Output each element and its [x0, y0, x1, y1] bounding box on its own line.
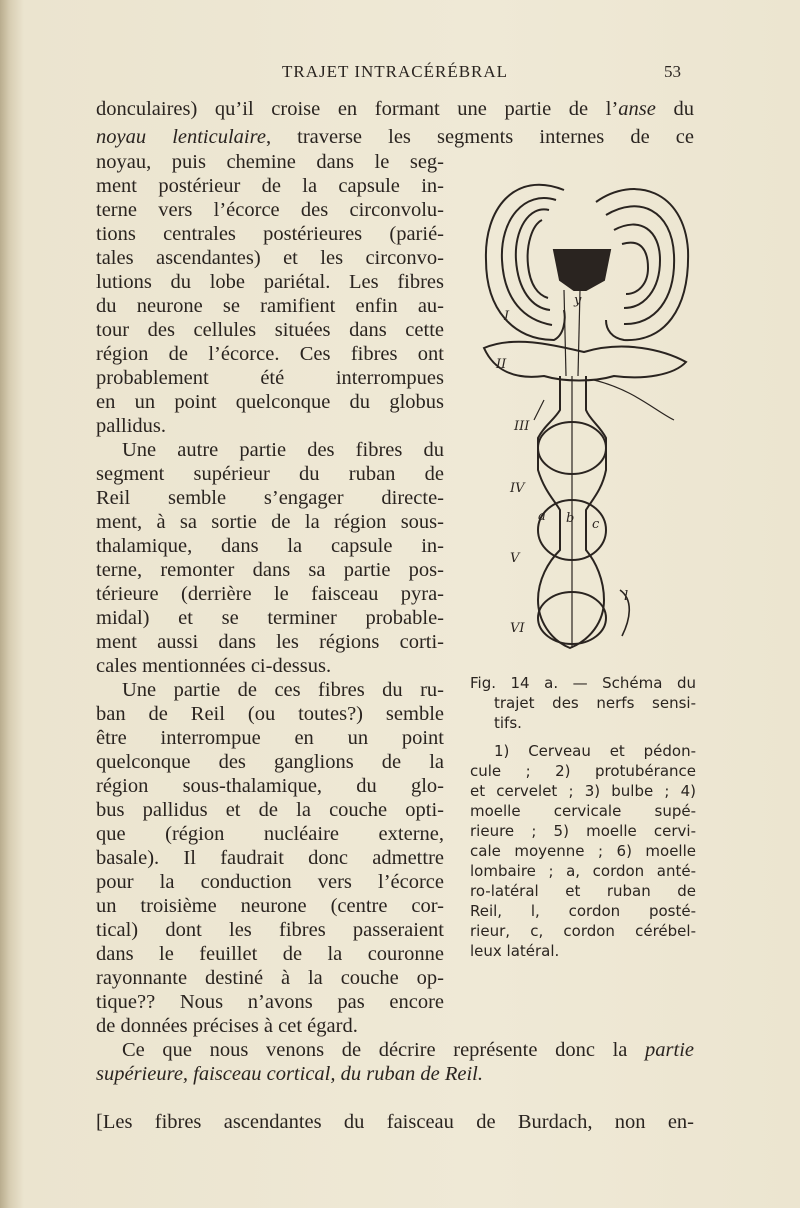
running-title: TRAJET INTRACÉRÉBRAL — [282, 62, 509, 81]
body-line: dans le feuillet de la couronne — [96, 943, 444, 965]
body-line: ment postérieur de la capsule in- — [96, 175, 444, 197]
body-line: Reil semble s’engager directe- — [96, 487, 444, 509]
figure-caption-line: lombaire ; a, cordon anté- — [470, 862, 696, 880]
body-line: pour la conduction vers l’écorce — [96, 871, 444, 893]
body-line: terne, remonter dans sa partie pos- — [96, 559, 444, 581]
body-line: région de l’écorce. Ces fibres ont — [96, 343, 444, 365]
figure-caption-line: trajet des nerfs sensi- — [494, 694, 696, 712]
figure-caption-line: Reil, l, cordon posté- — [470, 902, 696, 920]
label-c: c — [592, 517, 600, 532]
body-line: terne vers l’écorce des circonvolu- — [96, 199, 444, 221]
body-line: ment, à sa sortie de la région sous- — [96, 511, 444, 533]
body-line: quelconque des ganglions de la — [96, 751, 444, 773]
body-line: tions centrales postérieures (parié- — [96, 223, 444, 245]
body-line: noyau lenticulaire, traverse les segments internes de ce — [96, 126, 694, 148]
label-y: y — [574, 293, 582, 308]
figure-caption-line: leux latéral. — [470, 942, 560, 960]
label-l: l — [624, 589, 629, 604]
body-line: lutions du lobe pariétal. Les fibres — [96, 271, 444, 293]
body-line: midal) et se terminer probable- — [96, 607, 444, 629]
body-line: un troisième neurone (centre cor- — [96, 895, 444, 917]
body-line: région sous-thalamique, du glo- — [96, 775, 444, 797]
label-roman-5: V — [510, 551, 520, 566]
body-line: être interrompue en un point — [96, 727, 444, 749]
body-line: Une partie de ces fibres du ru- — [122, 679, 444, 701]
body-line: pallidus. — [96, 415, 167, 437]
body-line: [Les fibres ascendantes du faisceau de Burdach, non en- — [96, 1111, 694, 1133]
body-line: ban de Reil (ou toutes?) semble — [96, 703, 444, 725]
page-number: 53 — [664, 62, 681, 81]
body-line: du neurone se ramifient enfin au- — [96, 295, 444, 317]
label-roman-4: IV — [510, 481, 525, 496]
label-roman-2: II — [496, 357, 507, 372]
body-line: en un point quelconque du globus — [96, 391, 444, 413]
page-header — [0, 62, 800, 86]
figure-caption-line: et cervelet ; 3) bulbe ; 4) — [470, 782, 696, 800]
nervous-system-diagram — [474, 170, 696, 665]
body-line: ment aussi dans les régions corti- — [96, 631, 444, 653]
body-line: tical) dont les fibres passeraient — [96, 919, 444, 941]
body-line: térieure (derrière le faisceau pyra- — [96, 583, 444, 605]
body-line: basale). Il faudrait donc admettre — [96, 847, 444, 869]
body-line: Ce que nous venons de décrire représente donc la partie — [122, 1039, 694, 1061]
figure-caption-line: 1) Cerveau et pédon- — [494, 742, 696, 760]
figure-caption-line: rieure ; 5) moelle cervi- — [470, 822, 696, 840]
label-b: b — [566, 511, 575, 526]
label-roman-6: VI — [510, 621, 525, 636]
figure-caption-line: cale moyenne ; 6) moelle — [470, 842, 696, 860]
sensory-nerve-pathway-illustration — [474, 170, 696, 665]
figure-caption-line: moelle cervicale supé- — [470, 802, 696, 820]
body-line: probablement été interrompues — [96, 367, 444, 389]
body-line: tour des cellules situées dans cette — [96, 319, 444, 341]
body-line: thalamique, dans la capsule in- — [96, 535, 444, 557]
body-line: rayonnante destiné à la couche op- — [96, 967, 444, 989]
figure-caption-line: cule ; 2) protubérance — [470, 762, 696, 780]
body-line: bus pallidus et de la couche opti- — [96, 799, 444, 821]
body-line: tique?? Nous n’avons pas encore — [96, 991, 444, 1013]
body-line: noyau, puis chemine dans le seg- — [96, 151, 444, 173]
body-line: de données précises à cet égard. — [96, 1015, 358, 1037]
label-a: a — [538, 509, 546, 524]
body-line: donculaires) qu’il croise en formant une partie de l’anse du — [96, 98, 694, 120]
label-roman-3: III — [514, 419, 530, 434]
figure-caption-title: Fig. 14 a. — Schéma du — [470, 674, 696, 692]
body-line: segment supérieur du ruban de — [96, 463, 444, 485]
figure-caption-line: tifs. — [494, 714, 522, 732]
figure-caption-line: rieur, c, cordon cérébel- — [470, 922, 696, 940]
body-line: tales ascendantes) et les circonvo- — [96, 247, 444, 269]
label-roman-1: I — [504, 309, 510, 324]
body-line: que (région nucléaire externe, — [96, 823, 444, 845]
body-line: cales mentionnées ci-dessus. — [96, 655, 332, 677]
figure-caption-line: ro-latéral et ruban de — [470, 882, 696, 900]
body-line: supérieure, faisceau cortical, du ruban de Reil. — [96, 1063, 483, 1085]
body-line: Une autre partie des fibres du — [122, 439, 444, 461]
